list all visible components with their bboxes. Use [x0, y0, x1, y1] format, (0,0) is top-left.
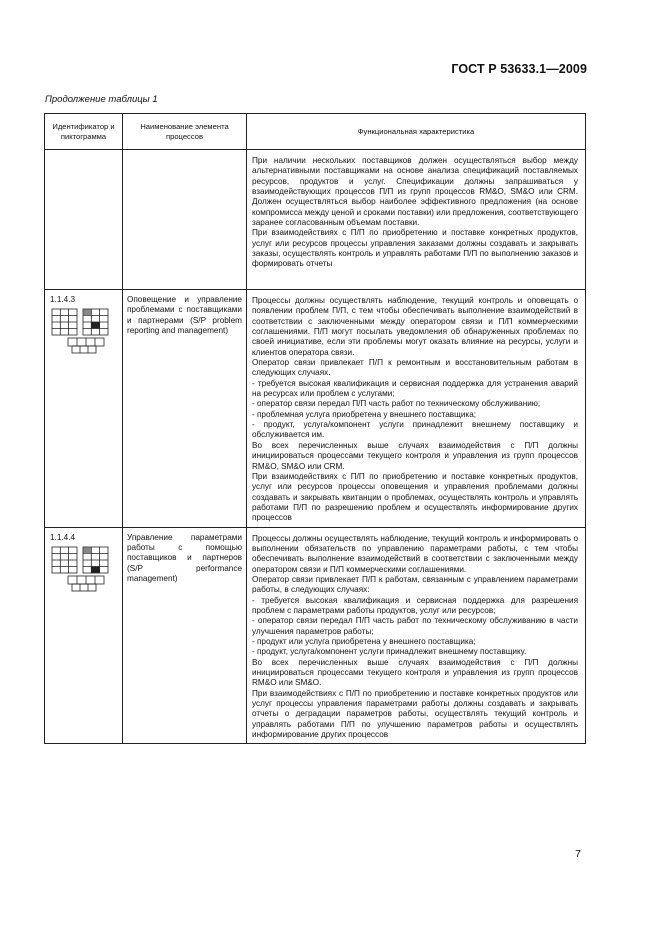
description-paragraph: Оператор связи привлекает П/П к ремонтным и восстановительным работам в следующих случаях. — [252, 358, 578, 378]
description-paragraph: Оператор связи привлекает П/П к работам, связанным с управлением параметрами работы, в следующих случаях: — [252, 574, 578, 595]
description-paragraph: При взаимодействиях с П/П по приобретению и поставке конкретных продуктов, услуг или ресурсов процессы оповещения и управления проблемами должны создавать и закрывать квитанции о проблемах, осуществлять контроль и управлять работами П/П по разрешению проблем и осуществлять информирование других процессов — [252, 471, 578, 523]
row-name — [123, 150, 247, 290]
description-paragraph: - продукт, услуга/компонент услуги принадлежит внешнему поставщику и обслуживается им. — [252, 420, 578, 440]
row-id-cell — [45, 527, 123, 744]
row-description — [247, 150, 586, 290]
description-paragraph: - продукт, услуга/компонент услуги принадлежит внешнему поставщику. — [252, 647, 527, 657]
description-paragraph: Процессы должны осуществлять наблюдение, текущий контроль и оповещать о появлении проблем П/П, с тем чтобы обеспечивать выполнение взаимодействий в соответствии с заключенными между оператором связи и П/П коммерческими соглашениями. П/П могут посылать уведомления об обнаруженных проблемах по своей инициативе, если эти проблемы могут оказать влияние на ресурсы, услуги и клиентов оператора связи. — [252, 296, 578, 357]
row-name: Управление параметрами работы с помощью поставщиков и партнеров (S/P performance management) — [123, 527, 247, 744]
table-row — [45, 150, 586, 290]
row-name: Оповещение и управление проблемами с поставщиками и партнерами (S/P problem reporting and management) — [123, 290, 247, 528]
description-paragraph: При взаимодействиях с П/П по приобретению и поставке конкретных продуктов или услуг процессы управления параметрами работы должны создавать и закрывать отчеты о деградации параметров работы, осуществлять текущий контроль и управлять работами П/П по улучшению параметров работы и осуществлять информирование других процессов — [252, 688, 578, 740]
process-pictogram-icon — [50, 308, 116, 356]
description-paragraph: Процессы должны осуществлять наблюдение, текущий контроль и информировать о выполнении обязательств по управлению параметрами работы, с тем чтобы обеспечивать выполнение взаимодействий в соответствии с заключенными между оператором связи и П/П коммерческими соглашениями. — [252, 533, 578, 574]
description-paragraph: При наличии нескольких поставщиков должен осуществляться выбор между альтернативными поставщиками на основе анализа спецификаций поставляемых ресурсов, продуктов и услуг. Спецификации должны запрашиваться у взаимодействующих процессов П/П из групп процессов RM&O, SM&O или CRM. Должен осуществляться выбор наиболее эффективного предложения (на основе компромисса между ценой и сроками поставки) или предложения, соответствующего заранее согласованным объемам поставки. — [252, 156, 578, 228]
table-row — [45, 290, 586, 528]
row-description — [247, 290, 586, 528]
description-paragraph: Во всех перечисленных выше случаях взаимодействия с П/П должны инициироваться процессами текущего контроля и управления из групп процессов RM&O, SM&O или CRM. — [252, 440, 578, 471]
description-paragraph: - оператор связи передал П/П часть работ по техническому обслуживанию; — [252, 399, 541, 409]
description-paragraph: - требуется высокая квалификация и сервисная поддержка для разрешения проблем с параметрами работы продуктов, услуг или ресурсов; — [252, 595, 578, 615]
table-row — [45, 527, 586, 744]
header-description: Функциональная характеристика — [247, 114, 586, 150]
table-header-row — [45, 114, 586, 150]
document-code: ГОСТ Р 53633.1—2009 — [451, 62, 587, 76]
description-paragraph: - проблемная услуга приобретена у внешнего поставщика; — [252, 409, 477, 419]
description-paragraph: При взаимодействиях с П/П по приобретению и поставке конкретных продуктов, услуг или ресурсов процессы управления заказами должны создавать и закрывать заказы, осуществлять контроль и управлять работами П/П по выполнению заказов и формировать отчеты — [252, 228, 578, 269]
page-number: 7 — [575, 848, 581, 860]
row-id — [45, 150, 123, 290]
row-id: 1.1.4.3 — [50, 295, 76, 304]
description-paragraph: - продукт или услуга приобретена у внешнего поставщика; — [252, 637, 476, 646]
description-paragraph: Во всех перечисленных выше случаях взаимодействия с П/П должны инициироваться процессами текущего контроля и управления из групп процессов RM&O или SM&O. — [252, 657, 578, 688]
process-pictogram-icon — [50, 546, 116, 594]
description-paragraph: - требуется высокая квалификация и сервисная поддержка для устранения аварий на ресурсах или проблем с услугами; — [252, 378, 578, 399]
row-id-cell — [45, 290, 123, 528]
table-continuation-label: Продолжение таблицы 1 — [45, 94, 158, 105]
row-id: 1.1.4.4 — [50, 532, 76, 542]
header-name: Наименование элемента процессов — [123, 114, 247, 150]
description-paragraph: - оператор связи передал П/П часть работ по техническому обслуживанию в части улучшения параметров работы; — [252, 616, 578, 636]
process-table — [44, 113, 586, 744]
header-id: Идентификатор и пиктограмма — [45, 114, 123, 150]
row-description — [247, 527, 586, 744]
